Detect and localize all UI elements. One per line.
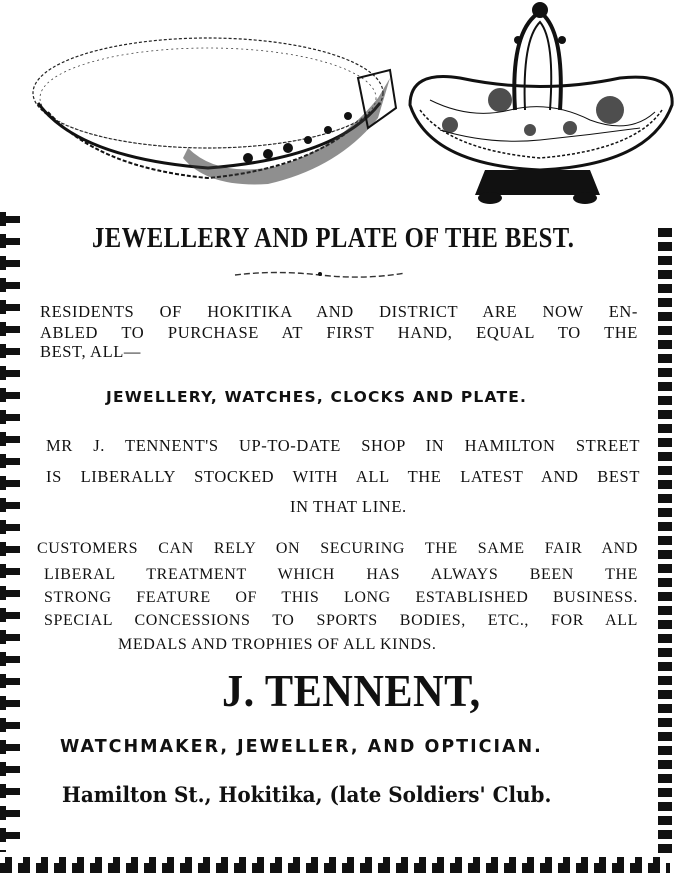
paragraph-1-line-3: BEST, ALL— (40, 342, 142, 361)
bracelet-illustration (18, 8, 398, 198)
bottom-border (0, 857, 670, 873)
goods-line: JEWELLERY, WATCHES, CLOCKS AND PLATE. (106, 388, 528, 406)
paragraph-3-line-4: SPECIAL CONCESSIONS TO SPORTS BODIES, ETC., FOR ALL (44, 612, 638, 629)
basket-illustration (390, 0, 680, 215)
trade-line: WATCHMAKER, JEWELLER, AND OPTICIAN. (60, 737, 543, 757)
left-border (0, 212, 20, 852)
proprietor-name: J. TENNENT, (222, 665, 481, 716)
paragraph-3-line-5: MEDALS AND TROPHIES OF ALL KINDS. (118, 636, 437, 653)
paragraph-1-line-1: RESIDENTS OF HOKITIKA AND DISTRICT ARE NOW EN- (40, 302, 638, 321)
paragraph-2-line-1: MR J. TENNENT'S UP-TO-DATE SHOP IN HAMILTON STREET (46, 436, 640, 455)
paragraph-2-line-3: IN THAT LINE. (290, 497, 407, 516)
right-border (658, 228, 672, 858)
address-line: Hamilton St., Hokitika, (late Soldiers' Club. (62, 782, 552, 807)
paragraph-3-line-3: STRONG FEATURE OF THIS LONG ESTABLISHED BUSINESS. (44, 589, 638, 606)
flourish-ornament (230, 268, 410, 280)
paragraph-1-line-2: ABLED TO PURCHASE AT FIRST HAND, EQUAL TO THE (40, 323, 638, 342)
paragraph-2-line-2: IS LIBERALLY STOCKED WITH ALL THE LATEST AND BEST (46, 467, 640, 486)
paragraph-3-line-2: LIBERAL TREATMENT WHICH HAS ALWAYS BEEN THE (44, 566, 638, 583)
paragraph-3-line-1: CUSTOMERS CAN RELY ON SECURING THE SAME FAIR AND (37, 540, 638, 557)
headline: JEWELLERY AND PLATE OF THE BEST. (92, 223, 575, 254)
